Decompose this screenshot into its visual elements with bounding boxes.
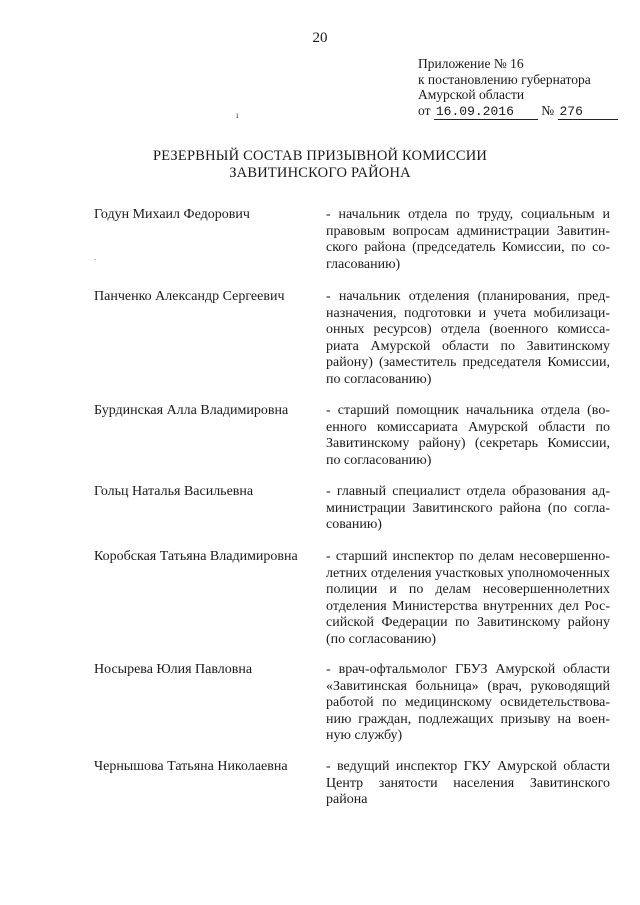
member-role: - начальник отделения (планирования, предназначения, подготовки и учета мобилизационных ресурсов) отдела (военного комиссариата Амурской области по Завитинскому району) (заместитель председателя Комиссии, по согласованию) [326,289,610,387]
appendix-date-number [418,103,618,120]
scan-mark: . [94,253,96,262]
member-row [94,759,610,809]
decree-date: 16.09.2016 [434,105,538,120]
member-row [94,662,610,759]
member-row [94,403,610,484]
member-role: - старший помощник начальника отдела (военного комиссариата Амурской области по Завитинскому району) (секретарь Комиссии, по согласованию) [326,403,610,468]
member-role: - главный специалист отдела образования администрации Завитинского района (по согласованию) [326,484,610,532]
member-name: Бурдинская Алла Владимировна [94,403,289,418]
appendix-region: Амурской области [418,87,525,102]
member-row [94,207,610,289]
title-line-1: РЕЗЕРВНЫЙ СОСТАВ ПРИЗЫВНОЙ КОМИССИИ [152,148,488,164]
member-name: Чернышова Татьяна Николаевна [94,759,288,774]
member-name: Годун Михаил Федорович [94,207,250,222]
page-number: 20 [312,30,328,46]
member-role: - врач-офтальмолог ГБУЗ Амурской области «Завитинская больница» (врач, руководящий работой по медицинскому освидетельствованию граждан, подлежащих призыву на военную службу) [326,662,610,743]
member-row [94,549,610,662]
scan-speck: ı [236,110,239,120]
member-role: - ведущий инспектор ГКУ Амурской области Центр занятости населения Завитинского района [326,759,610,807]
member-name: Гольц Наталья Васильевна [94,484,254,499]
appendix-title: Приложение № 16 [418,56,524,71]
date-prefix: от [418,102,431,118]
document-title [0,148,640,182]
decree-number: 276 [558,105,618,120]
member-role: - начальник отдела по труду, социальным и правовым вопросам администрации Завитинского района (председатель Комиссии, по согласованию) [326,207,610,272]
member-name: Панченко Александр Сергеевич [94,289,285,304]
number-sign: № [541,102,555,118]
member-row [94,289,610,403]
member-name: Носырева Юлия Павловна [94,662,253,677]
title-line-2: ЗАВИТИНСКОГО РАЙОНА [229,165,411,181]
member-name: Коробская Татьяна Владимировна [94,549,298,564]
appendix-reference: к постановлению губернатора [418,71,591,87]
appendix-header [418,56,618,120]
member-role: - старший инспектор по делам несовершеннолетних отделения участковых уполномоченных полиции и по делам несовершеннолетних отделения Министерства внутренних дел Российской Федерации по Завитинскому району (по согласованию) [326,549,610,647]
member-row [94,484,610,549]
members-list [94,207,610,809]
